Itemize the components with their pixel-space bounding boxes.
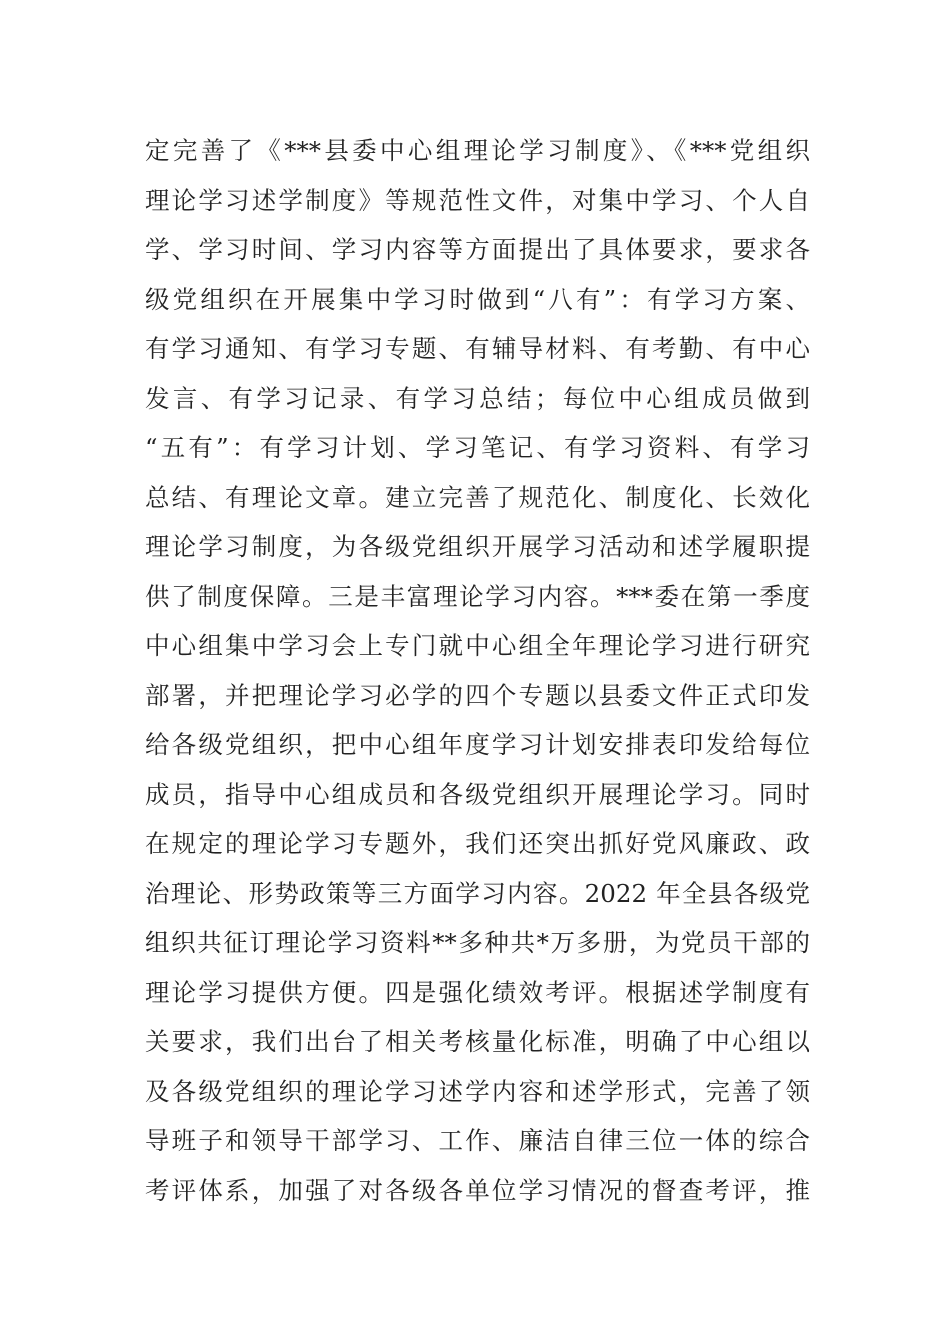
text-line: 在规定的理论学习专题外，我们还突出抓好党风廉政、政 [145, 829, 810, 858]
text-line: 总结、有理论文章。建立完善了规范化、制度化、长效化 [145, 482, 810, 512]
body-text [145, 131, 810, 1220]
text-line: 有学习通知、有学习专题、有辅导材料、有考勤、有中心 [145, 334, 810, 363]
text-line: 理论学习述学制度》等规范性文件，对集中学习、个人自 [145, 185, 810, 215]
text-line: 供了制度保障。三是丰富理论学习内容。***委在第一季度 [145, 581, 810, 611]
text-line: 成员，指导中心组成员和各级党组织开展理论学习。同时 [145, 779, 810, 809]
text-line: 定完善了《***县委中心组理论学习制度》、《***党组织 [145, 136, 810, 165]
text-line: 理论学习提供方便。四是强化绩效考评。根据述学制度有 [145, 977, 810, 1007]
text-line: 级党组织在开展集中学习时做到“八有”：有学习方案、 [145, 284, 810, 314]
text-line: “五有”：有学习计划、学习笔记、有学习资料、有学习 [145, 433, 810, 462]
text-line: 给各级党组织，把中心组年度学习计划安排表印发给每位 [145, 730, 810, 759]
text-line: 发言、有学习记录、有学习总结；每位中心组成员做到 [145, 383, 810, 413]
text-line: 理论学习制度，为各级党组织开展学习活动和述学履职提 [145, 532, 810, 561]
text-line: 部署，并把理论学习必学的四个专题以县委文件正式印发 [145, 680, 810, 710]
text-line: 组织共征订理论学习资料**多种共*万多册，为党员干部的 [145, 928, 810, 957]
text-line: 学、学习时间、学习内容等方面提出了具体要求，要求各 [145, 235, 810, 264]
text-line: 关要求，我们出台了相关考核量化标准，明确了中心组以 [145, 1027, 810, 1056]
text-line: 考评体系，加强了对各级各单位学习情况的督查考评，推 [145, 1175, 810, 1205]
text-line: 及各级党组织的理论学习述学内容和述学形式，完善了领 [145, 1076, 810, 1106]
text-line: 导班子和领导干部学习、工作、廉洁自律三位一体的综合 [145, 1126, 810, 1155]
text-line: 中心组集中学习会上专门就中心组全年理论学习进行研究 [145, 631, 810, 660]
text-line: 治理论、形势政策等三方面学习内容。2022 年全县各级党 [145, 878, 810, 908]
